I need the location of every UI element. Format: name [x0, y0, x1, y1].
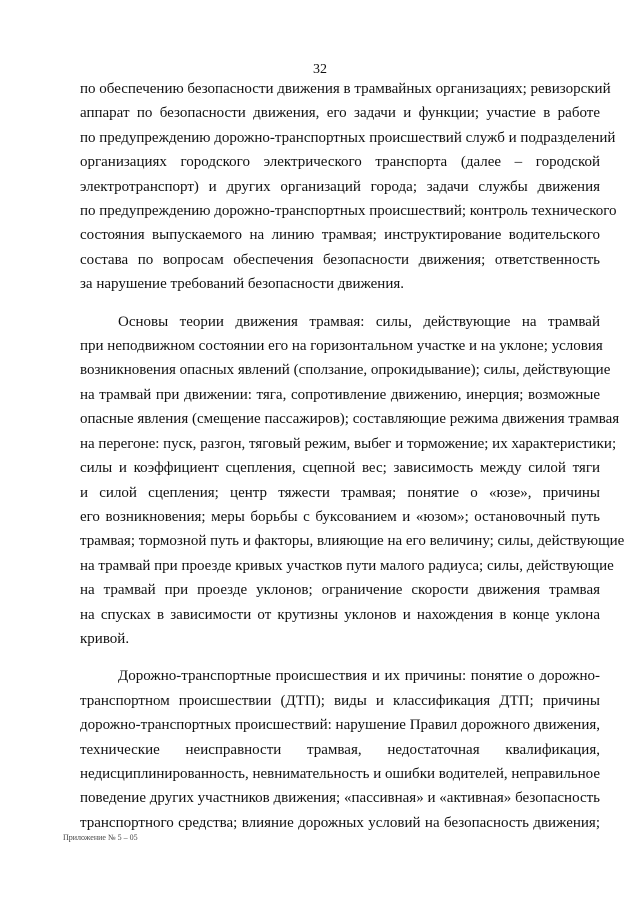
text-line: на трамвай при проезде кривых участков пути малого радиуса; силы, действующие — [80, 557, 614, 574]
text-line: транспортного средства; влияние дорожных условий на безопасность движения; — [80, 814, 600, 831]
text-line: организациях городского электрического транспорта (далее – городской — [80, 154, 600, 171]
text-line: Основы теории движения трамвая: силы, действующие на трамвай — [118, 313, 600, 330]
text-line: на трамвай при проезде уклонов; ограничение скорости движения трамвая — [80, 582, 600, 599]
text-line: на перегоне: пуск, разгон, тяговый режим, выбег и торможение; их характеристики; — [80, 435, 617, 452]
text-line: поведение других участников движения; «пассивная» и «активная» безопасность — [80, 790, 600, 807]
text-line: транспортном происшествии (ДТП); виды и классификация ДТП; причины — [80, 692, 600, 709]
text-line: состава по вопросам обеспечения безопасности движения; ответственность — [80, 251, 600, 268]
text-line: опасные явления (смещение пассажиров); составляющие режима движения трамвая — [80, 411, 620, 428]
text-line: технические неисправности трамвая, недостаточная квалификация, — [80, 741, 600, 758]
paragraph-3 — [80, 664, 600, 835]
text-line: и силой сцепления; центр тяжести трамвая; понятие о «юзе», причины — [80, 484, 600, 501]
text-line: состояния выпускаемого на линию трамвая; инструктирование водительского — [80, 227, 600, 244]
text-line: при неподвижном состоянии его на горизонтальном участке и на уклоне; условия — [80, 338, 603, 355]
paragraph-1 — [80, 77, 617, 297]
text-line: недисциплинированность, невнимательность и ошибки водителей, неправильное — [80, 765, 601, 782]
text-line: кривой. — [80, 630, 130, 647]
text-line: силы и коэффициент сцепления, сцепной вес; зависимость между силой тяги — [80, 460, 600, 477]
text-line: его возникновения; меры борьбы с буксованием и «юзом»; остановочный путь — [80, 508, 600, 525]
text-line: дорожно-транспортных происшествий: нарушение Правил дорожного движения, — [80, 717, 600, 734]
text-line: на спусках в зависимости от крутизны уклонов и нахождения в конце уклона — [80, 606, 600, 623]
text-line: по обеспечению безопасности движения в трамвайных организациях; ревизорский — [80, 81, 611, 97]
text-line: на трамвай при движении: тяга, сопротивление движению, инерция; возможные — [80, 386, 600, 403]
text-line: электротранспорт) и других организаций города; задачи службы движения — [80, 178, 600, 195]
text-line: Дорожно-транспортные происшествия и их причины: понятие о дорожно- — [118, 668, 600, 685]
text-line: аппарат по безопасности движения, его задачи и функции; участие в работе — [80, 105, 600, 122]
text-line: по предупреждению дорожно-транспортных происшествий служб и подразделений — [80, 129, 616, 146]
text-line: возникновения опасных явлений (сползание, опрокидывание); силы, действующие — [80, 362, 611, 379]
paragraph-2 — [80, 310, 625, 652]
text-line: по предупреждению дорожно-транспортных происшествий; контроль технического — [80, 203, 617, 220]
text-line: за нарушение требований безопасности движения. — [80, 276, 405, 293]
body-text — [80, 77, 625, 835]
page-number: 32 — [313, 62, 327, 77]
footer-note: Приложение № 5 – 05 — [63, 833, 138, 842]
text-line: трамвая; тормозной путь и факторы, влияющие на его величину; силы, действующие — [80, 533, 625, 550]
